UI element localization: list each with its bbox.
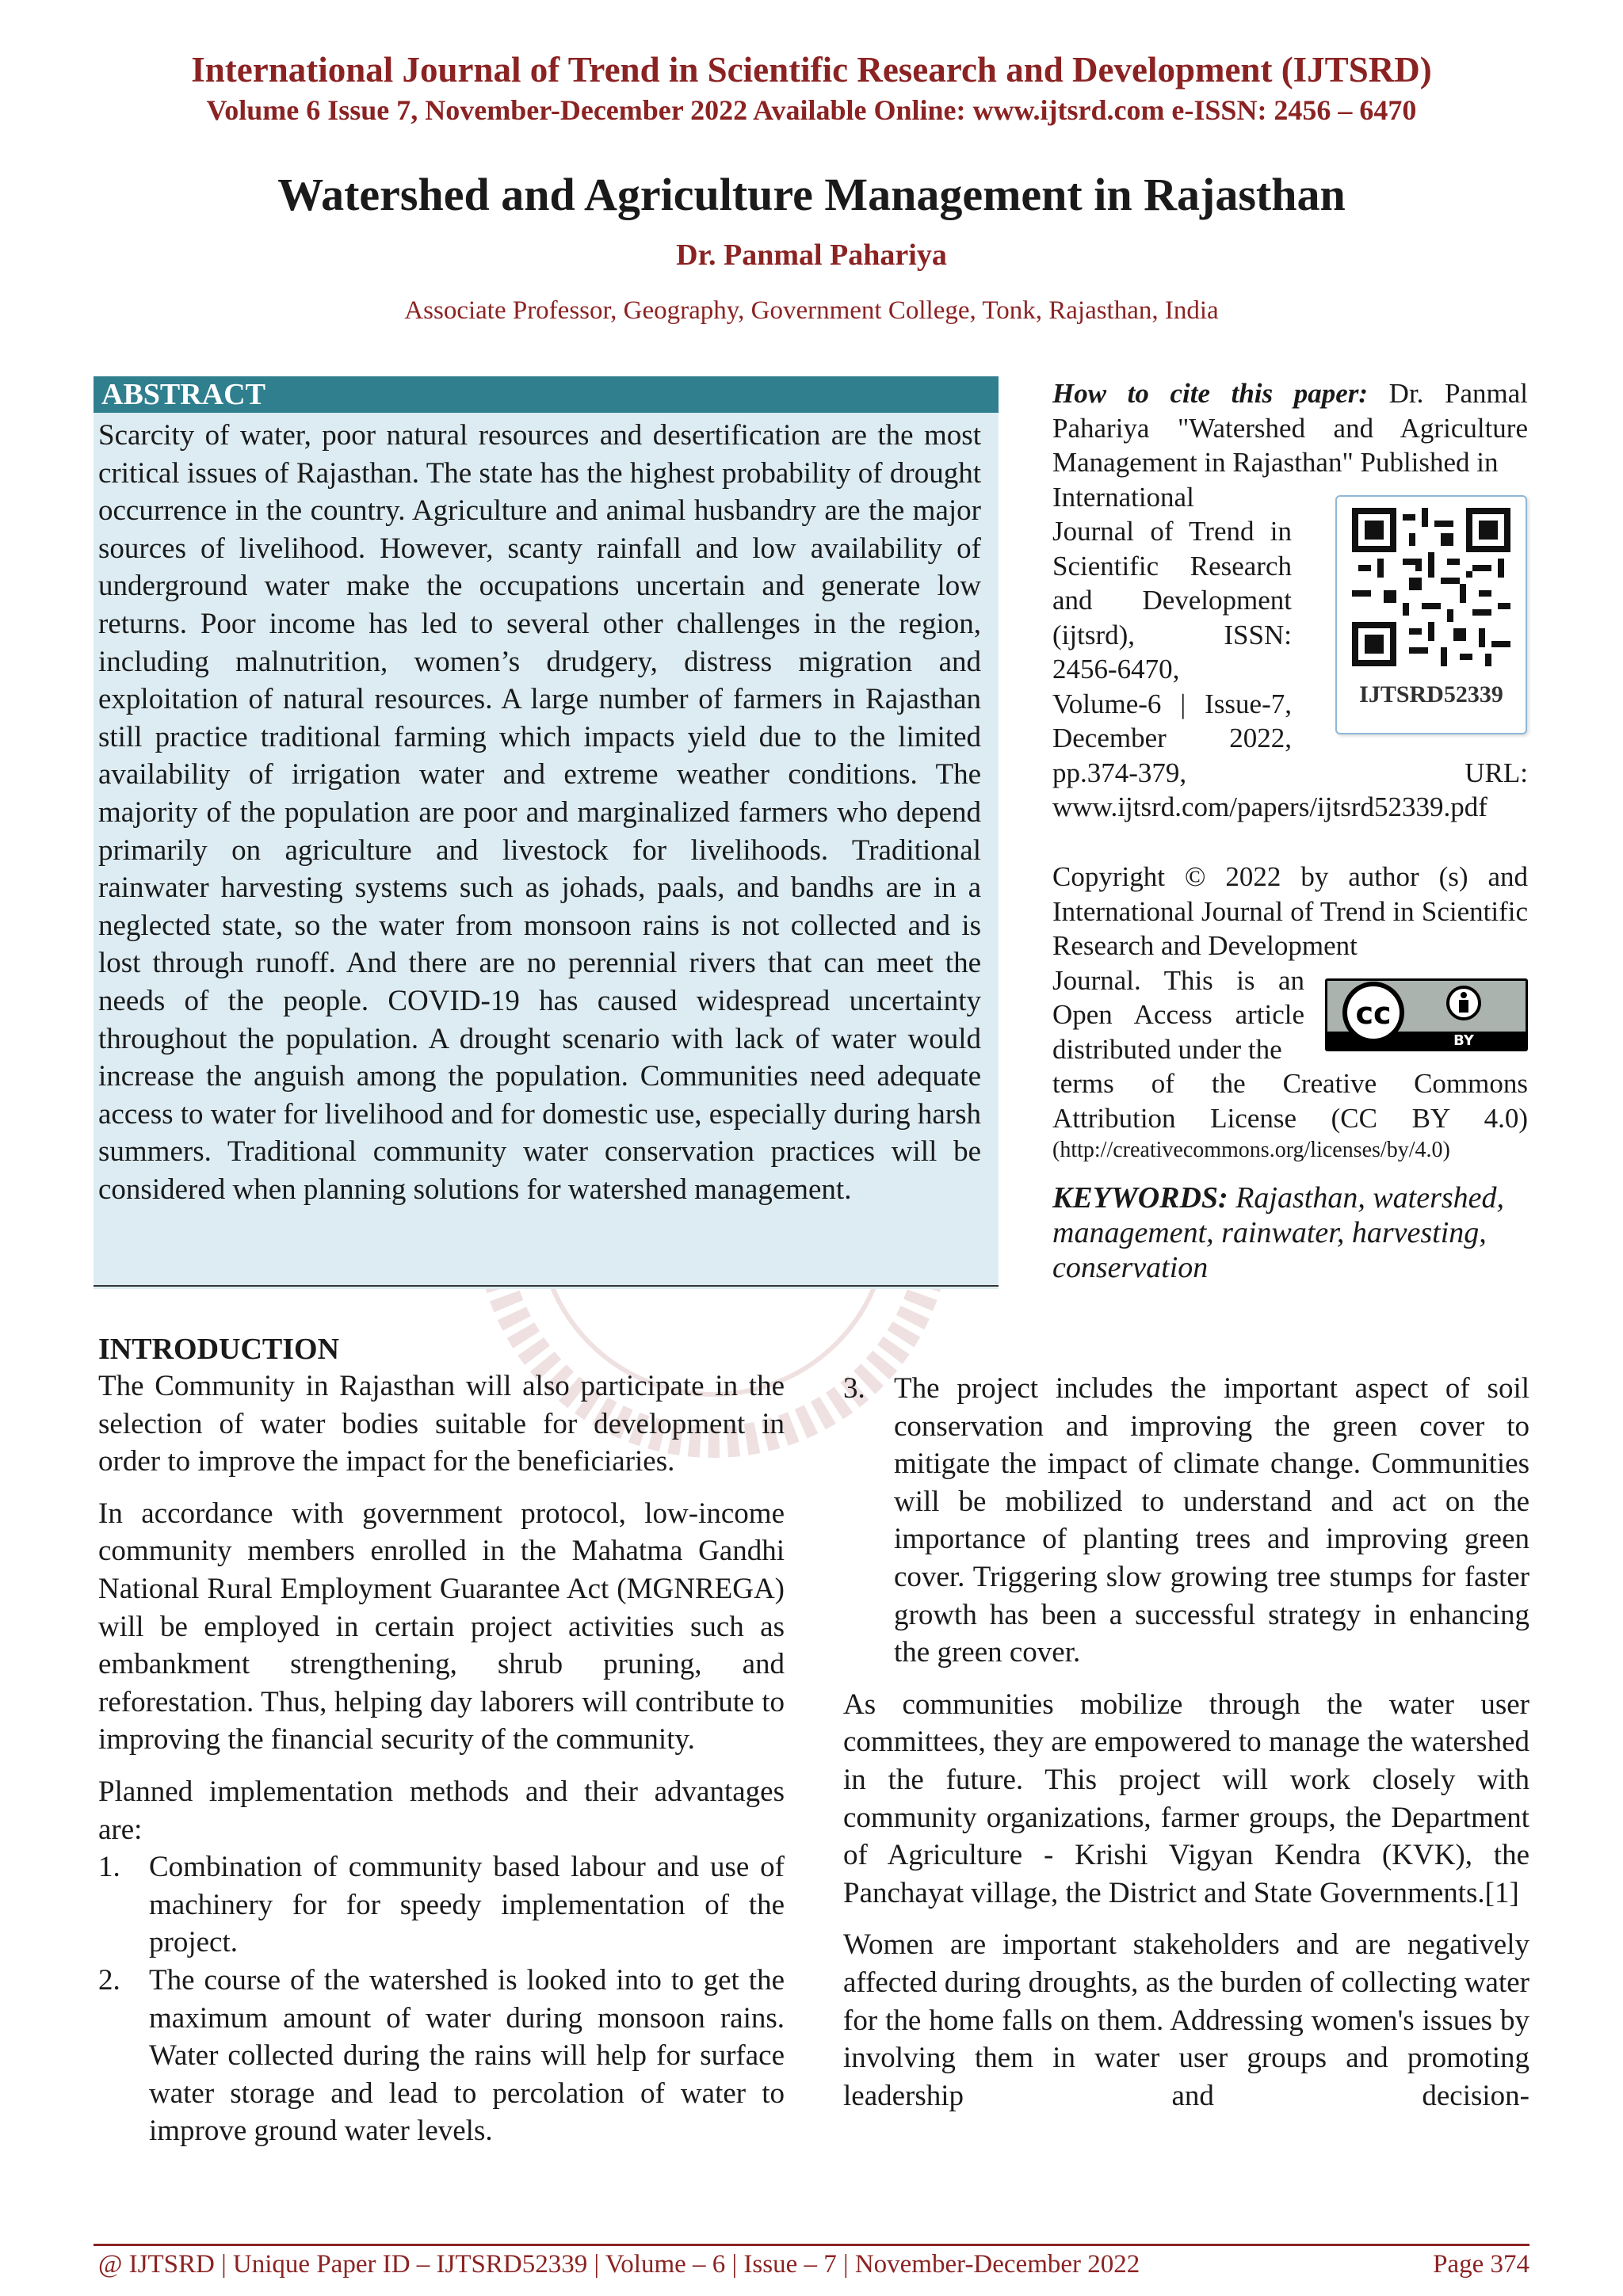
copyright-narrow: [1052, 963, 1304, 1067]
journal-issue-line: Volume 6 Issue 7, November-December 2022 Available Online: www.ijtsrd.com e-ISSN: 2456 – 6470: [206, 94, 1417, 126]
copyright-text: Copyright © 2022 by author (s) and International Journal of Trend in Scientific Research and Development: [1052, 861, 1528, 961]
citation-line: Volume-6 | Issue-7,: [1052, 688, 1292, 719]
citation-line: Journal of Trend in: [1052, 516, 1292, 547]
page-number: Page 374: [1433, 2250, 1529, 2279]
citation-pages-row: [1052, 756, 1528, 791]
introduction-heading: INTRODUCTION: [98, 1333, 340, 1366]
list-item: [98, 1962, 785, 2150]
cc-by-license-badge[interactable]: [1325, 978, 1528, 1051]
list-item: [98, 1848, 785, 1962]
intro-paragraph-2: In accordance with government protocol, low-income community members enrolled in the Mahatma Gandhi National Rural Employment Guarantee Act (MGNREGA) will be employed in certain project activities such as embankment strengthening, shrub pruning, and reforestation. Thus, helping day laborers will contribute to improving the financial security of the community.: [98, 1497, 785, 1756]
citation-line: 2456-6470,: [1052, 654, 1180, 685]
journal-title: International Journal of Trend in Scientific Research and Development (IJTSRD): [191, 50, 1432, 90]
intro-paragraph-3: [98, 1773, 785, 1848]
keywords-block: [1052, 1180, 1528, 1285]
body-right-column: [843, 1370, 1529, 2115]
page-footer: [98, 2250, 1529, 2279]
list-text: Combination of community based labour and use of machinery for for speedy implementation of the project.: [149, 1851, 785, 1959]
intro-paragraph-1: The Community in Rajasthan will also participate in the selection of water bodies suitable for development in order to improve the impact for the beneficiaries.: [98, 1370, 785, 1478]
citation-narrow: [1052, 480, 1292, 756]
cc-label: cc: [1355, 996, 1392, 1031]
list-number: 1.: [98, 1851, 120, 1884]
citation-label: How to cite this paper: [1052, 378, 1359, 409]
citation-line: (ijtsrd), ISSN:: [1052, 619, 1292, 650]
copyright-license: terms of the Creative Commons Attribution License (CC BY 4.0): [1052, 1068, 1528, 1134]
license-url[interactable]: (http://creativecommons.org/licenses/by/4.0): [1052, 1138, 1450, 1162]
planned-methods-text: Planned implementation methods and their advantages are:: [98, 1775, 785, 1846]
list-item: [843, 1370, 1529, 1672]
intro-paragraph-5: Women are important stakeholders and are negatively affected during droughts, as the burden of collecting water for the home falls on them. Addressing women's issues by involving them in water user groups and promoting leadership and decision-: [843, 1928, 1529, 2112]
author-name: Dr. Panmal Pahariya: [676, 238, 947, 272]
citation-line: Scientific Research: [1052, 550, 1292, 582]
citation-pages: pp.374-379,: [1052, 757, 1187, 788]
list-number: 2.: [98, 1963, 120, 1997]
keywords-text: Rajasthan, watershed, management, rainwater, harvesting, conservation: [1052, 1181, 1505, 1284]
paper-title: Watershed and Agriculture Management in Rajasthan: [277, 169, 1346, 220]
list-text: The course of the watershed is looked into to get the maximum amount of water during monsoon rains. Water collected during the rains will help for surface water storage and lead to percolation of water to improve ground water levels.: [149, 1963, 785, 2148]
qr-code-icon: [1352, 508, 1510, 666]
author-affiliation: Associate Professor, Geography, Government College, Tonk, Rajasthan, India: [404, 296, 1219, 325]
body-left-column: [98, 1331, 785, 2150]
abstract-text: Scarcity of water, poor natural resources and desertification are the most critical issues of Rajasthan. The state has the highest probability of drought occurrence in the country. Agriculture and animal husbandry are the major sources of livelihood. However, scanty rainfall and low availability of underground water make the occupations uncertain and generate low returns. Poor income has led to several other challenges in the region, including malnutrition, women’s drudgery, distress migration and exploitation of natural resources. A large number of farmers in Rajasthan still practice traditional farming which impacts yield due to the limited availability of irrigation water and extreme weather conditions. The majority of the population are poor and marginalized farmers who depend primarily on agriculture and livestock for livelihoods. Traditional rainwater harvesting systems such as johads, paals, and bandhs are in a neglected state, so the water from monsoon rains is not collected and is lost through runoff. And there are no perennial rivers that can meet the needs of the people. COVID-19 has caused widespread uncertainty throughout the population. A drought scenario with lack of water would increase the anguish among the population. Communities need adequate access to water for livelihood and for domestic use, especially during harsh summers. Traditional community water conservation practices will be considered when planning solutions for watershed management.: [98, 419, 981, 1206]
copyright-line: Open Access article: [1052, 999, 1304, 1030]
abstract-heading: ABSTRACT: [94, 376, 999, 413]
citation-text: Dr. Panmal Pahariya "Watershed and Agriculture Management in Rajasthan" Published in: [1052, 378, 1529, 478]
abstract-divider: [94, 1285, 999, 1287]
citation-line: International: [1052, 481, 1194, 513]
citation-url-label: URL:: [1465, 757, 1528, 788]
qr-paper-id: IJTSRD52339: [1359, 681, 1503, 707]
list-number: 3.: [843, 1372, 865, 1405]
copyright-line: Journal. This is an: [1052, 964, 1304, 996]
keywords-label: KEYWORDS:: [1052, 1181, 1228, 1215]
copyright-line: distributed under the: [1052, 1033, 1282, 1065]
footer-rule: [94, 2244, 1529, 2246]
cc-by-icon: [1327, 981, 1526, 1049]
citation-url[interactable]: www.ijtsrd.com/papers/ijtsrd52339.pdf: [1052, 791, 1487, 822]
footer-info: @ IJTSRD | Unique Paper ID – IJTSRD52339 | Volume – 6 | Issue – 7 | November-December 2022: [98, 2250, 1140, 2279]
list-text: The project includes the important aspect of soil conservation and improving the green cover to mitigate the impact of climate change. Communities will be mobilized to understand and act on the importance of planting trees and improving green cover. Triggering slow growing tree stumps for faster growth has been a successful strategy in enhancing the green cover.: [894, 1372, 1529, 1669]
citation-intro: How to cite this paper: Dr. Panmal Pahariya "Watershed and Agriculture Management in Rajasthan" Published in: [1052, 378, 1529, 478]
intro-paragraph-4: As communities mobilize through the water user committees, they are empowered to manage the watershed in the future. This project will work closely with community organizations, farmer groups, the Department of Agriculture - Krishi Vigyan Kendra (KVK), the Panchayat village, the District and State Governments.[1]: [843, 1688, 1529, 1909]
citation-line: and Development: [1052, 585, 1292, 616]
by-label: BY: [1453, 1032, 1474, 1049]
citation-line: December 2022,: [1052, 723, 1292, 753]
